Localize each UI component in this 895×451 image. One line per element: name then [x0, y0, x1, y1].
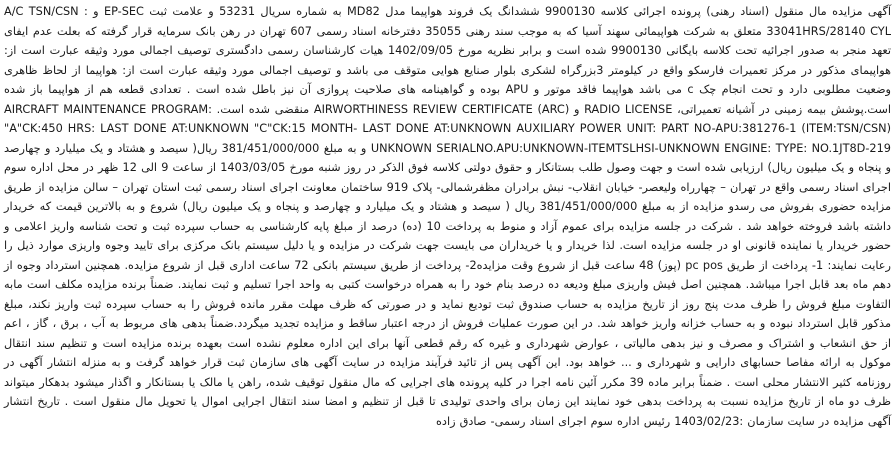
auction-notice-text: آگهی مزایده مال منقول (اسناد رهنی) پرونده اجرائی کلاسه 9900130 ششدانگ یک فروند هواپیما مدل MD82 به شماره سریال 53231 و علامت ثبت EP-SEC و : A/C TSN/CSN 33041HRS/28140 CYL متعلق به شرکت هواپیمائی سهند آسیا که به موجب سند رهنی 35055 دفترخانه اسناد رسمی 607 تهران در رهن بانک سرمایه قرار گرفته که بعلت عدم ایفای تعهد منجر به صدور اجرائیه تحت کلاسه بایگانی 9900130 شده است و برابر نظریه مورخ 1402/09/05 هیات کارشناسان رسمی دادگستری توصیف اجمالی مورد وثیقه عبارت است از: هواپیمای مذکور در مرکز تعمیرات فارسکو واقع در کیلومتر 3بزرگراه لشکری بلوار صنایع هوایی متوقف می باشد و توصیف اجمالی مورد وثیقه عبارت است از: هواپیما از لحاظ ظاهری وضعیت مطلوبی دارد و تحت انجام چک c می باشد هواپیما فاقد موتور و APU بوده و گواهینامه های صلاحیت پروازی آن نیز باطل شده است . تعدادی قطعه هم از هواپیما باز شده است.پوشش بیمه زمینی در آشیانه تعمیراتی، RADIO LICENSE و (AIRWORTHINESS REVIEW CERTIFICATE (ARC منقضی شده است. AIRCRAFT MAINTENANCE PROGRAM: "A"CK:450 HRS: LAST DONE AT:UNKNOWN "C"CK:15 MONTH- LAST DONE AT:UNKNOWN AUXILIARY POWER UNIT: PART NO-APU:381276-1 (ITEM:TSN/CSN) UNKNOWN SERIALNO.APU:UNKNOWN-ITEMTSLHSI-UNKNOWN ENGINE: TYPE: NO.1JT8D-219 و به مبلغ 381/451/000/000 ریال( سیصد و هشتاد و یک میلیارد و چهارصد و پنجاه و یک میلیون ریال) ارزیابی شده است و جهت وصول طلب بستانکار و حقوق دولتی کلاسه فوق الذکر در روز شنبه مورخ 1403/03/05 از ساعت 9 الی 12 ظهر در محل اداره سوم اجرای اسناد رسمی واقع در تهران – چهارراه ولیعصر- خیابان انقلاب- نبش برادران مظفرشمالی- پلاک 919 ساختمان معاونت اجرای اسناد رسمی ثبت استان تهران – سالن مزایده از طریق مزایده حضوری بفروش می رسدو مزایده از به مبلغ 381/451/000/000 ریال ( سیصد و هشتاد و یک میلیارد و چهارصد و پنجاه و یک میلیون ریال) شروع و به بالاترین قیمت که خریدار داشته باشد فروخته خواهد شد . شرکت در جلسه مزایده برای عموم آزاد و منوط به پرداخت 10 (ده) درصد از مبلغ پایه کارشناسی به حساب سپرده ثبت و تحت شناسه واریز اعلامی و حضور خریدار یا نماینده قانونی او در جلسه مزایده است. لذا خریدار و یا خریداران می بایست جهت شرکت در مزایده و یا دلیل سیستم بانک مرکزی برای تایید وجوه واریزی موارد ذیل را رعایت نمایند: 1- پرداخت از طریق pc pos (پوز) 48 ساعت قبل از شروع وقت مزایده2- پرداخت از طریق سیستم بانکی 72 ساعت اداری قبل از شروع مزایده. همچنین استرداد وجوه از دهم ماه بعد قابل اجرا میباشد. همچنین اصل فیش واریزی مبلغ ودیعه ده درصد بنام خود را به همراه درخواست کتبی به واحد اجرا تسلیم و ثبت نمایند. ضمناً برنده مزایده مکلف است مابه التفاوت مبلغ فروش را ظرف مدت پنج روز از تاریخ مزایده به حساب صندوق ثبت تودیع نماید و در صورتی که ظرف مهلت مقرر مانده فروش را به حساب سپرده ثبت واریز نکند، مبلغ مذکور قابل استرداد نبوده و به حساب خزانه واریز خواهد شد. در این صورت عملیات فروش از درجه اعتبار ساقط و مزایده تجدید میگردد.ضمناً بدهی های مربوط به آب ، برق ، گاز ، اعم از حق انشعاب و اشتراک و مصرف و نیز بدهی مالیاتی ، عوارض شهرداری و غیره که رقم قطعی آنها برای این اداره معلوم نشده است بعهده برنده مزایده است و تنظیم سند انتقال موکول به ارائه مفاصا حسابهای دارایی و شهرداری و ... خواهد بود. این آگهی پس از تائید فرآیند مزایده در سایت آگهی های سازمان ثبت قرار خواهد گرفت و به منزله انتشار آگهی در روزنامه کثیر الانتشار محلی است . ضمناً برابر ماده 39 مکرر آئین نامه اجرا در کلیه پرونده های اجرایی که مال منقول توقیف شده، راهن یا مالک یا بستانکار و اگذار میشود بدهکار میتواند ظرف دو ماه از تاریخ مزایده نسبت به پرداخت بدهی خود نمایند این زمان برای واحدی تولیدی تا قبل از تنظیم و امضا سند انتقال اجرایی اموال یا تحویل مال منقول است . تاریخ انتشار آگهی مزایده در سایت سازمان :1403/02/23 رئیس اداره سوم اجرای اسناد رسمی- صادق زاده [4, 5, 892, 428]
